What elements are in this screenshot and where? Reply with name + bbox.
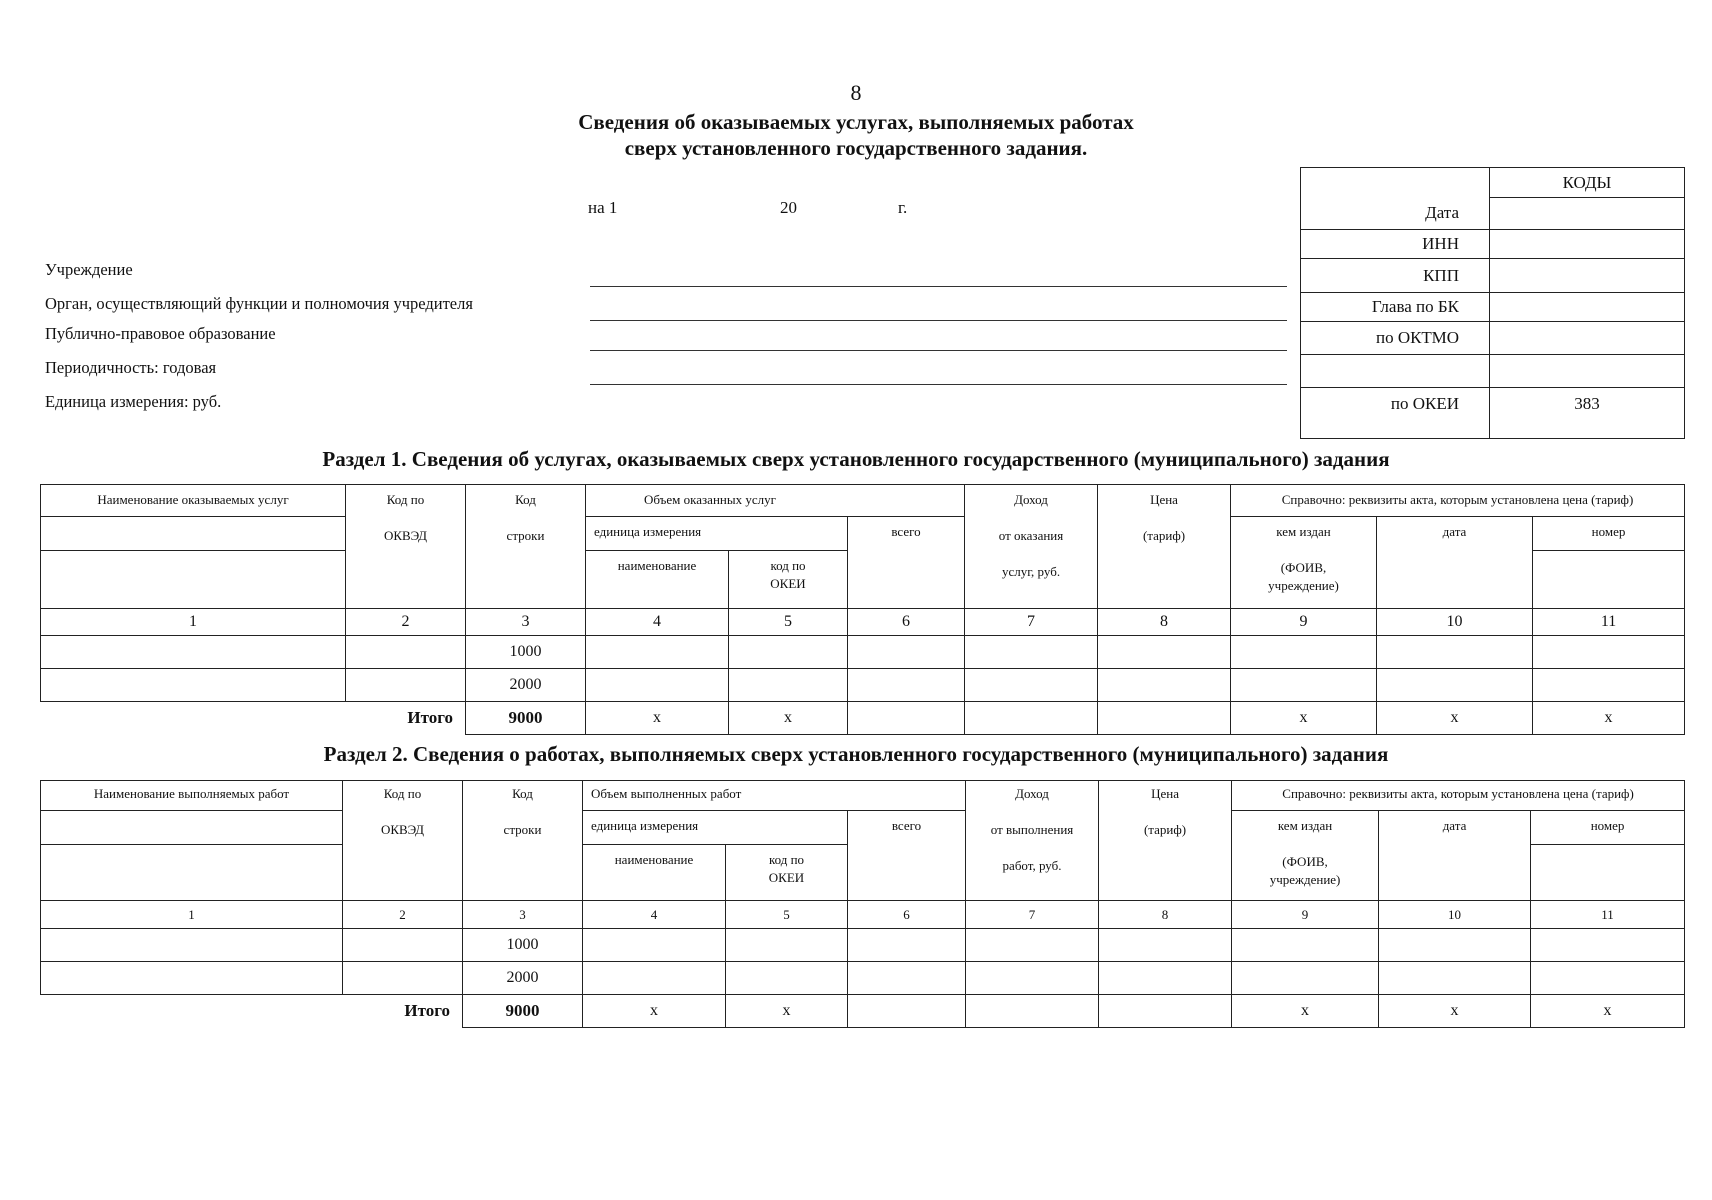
s1-row2-total[interactable] xyxy=(848,669,965,702)
s1-total-x-11: x xyxy=(1533,702,1685,735)
s1-header-okved-a: Код по xyxy=(386,492,425,507)
s2-total-x-5: x xyxy=(726,995,848,1028)
form-title-line1: Сведения об оказываемых услугах, выполняемых работах xyxy=(578,110,1134,134)
s2-colnum-10: 10 xyxy=(1379,901,1531,929)
s2-colnum-11: 11 xyxy=(1531,901,1685,929)
s1-header-price xyxy=(1098,485,1231,609)
s1-colnum-7: 7 xyxy=(965,609,1098,636)
s2-header-date: дата xyxy=(1379,811,1531,901)
s2-colnum-9: 9 xyxy=(1232,901,1379,929)
s1-row2-date[interactable] xyxy=(1377,669,1533,702)
s2-header-number: номер xyxy=(1531,811,1685,845)
s2-row2-issuer[interactable] xyxy=(1232,962,1379,995)
table-row-total xyxy=(41,995,1685,1028)
codes-value-inn[interactable] xyxy=(1490,230,1685,259)
s1-colnum-1: 1 xyxy=(41,609,346,636)
s2-header-okved-b: ОКВЭД xyxy=(380,822,425,837)
s1-row1-number[interactable] xyxy=(1533,636,1685,669)
s1-header-issuer xyxy=(1231,517,1377,609)
s2-row1-price[interactable] xyxy=(1099,929,1232,962)
s2-header-number-blank xyxy=(1531,845,1685,901)
s2-header-okei xyxy=(726,845,848,901)
s2-colnum-4: 4 xyxy=(583,901,726,929)
s1-row1-name[interactable] xyxy=(41,636,346,669)
table-row xyxy=(41,636,1685,669)
s2-row1-total[interactable] xyxy=(848,929,966,962)
s2-header-okei-a: код по xyxy=(768,852,805,867)
s1-row1-code: 1000 xyxy=(466,636,586,669)
s1-header-unit: единица измерения xyxy=(586,517,848,551)
s2-header-issuer-b: (ФОИВ, xyxy=(1282,854,1328,869)
s1-header-code-a: Код xyxy=(515,492,536,507)
s2-header-income-b: от выполнения xyxy=(990,822,1074,837)
s1-row1-okved[interactable] xyxy=(346,636,466,669)
s1-total-x-4: x xyxy=(586,702,729,735)
section2-title: Раздел 2. Сведения о работах, выполняемых сверх установленного государственного (муниципального) задания xyxy=(323,742,1389,766)
codes-label-inn: ИНН xyxy=(1301,230,1490,259)
s1-header-income-a: Доход xyxy=(1014,492,1048,507)
s2-row1-name[interactable] xyxy=(41,929,343,962)
table-row xyxy=(41,669,1685,702)
codes-value-bk[interactable] xyxy=(1490,293,1685,322)
s2-row1-income[interactable] xyxy=(966,929,1099,962)
table-row-total xyxy=(41,702,1685,735)
label-periodicity: Периодичность: годовая xyxy=(45,358,217,377)
s1-header-code-b: строки xyxy=(506,528,545,543)
s1-row1-income[interactable] xyxy=(965,636,1098,669)
s1-row2-number[interactable] xyxy=(1533,669,1685,702)
s2-colnum-5: 5 xyxy=(726,901,848,929)
s2-row2-price[interactable] xyxy=(1099,962,1232,995)
s2-colnum-2: 2 xyxy=(343,901,463,929)
s2-total-label: Итого xyxy=(404,1001,450,1021)
s2-total-code: 9000 xyxy=(463,995,583,1028)
s2-header-name: Наименование выполняемых работ xyxy=(41,781,343,811)
s2-row2-code: 2000 xyxy=(463,962,583,995)
section1-table xyxy=(40,484,1685,735)
s2-row2-number[interactable] xyxy=(1531,962,1685,995)
s2-header-okved-a: Код по xyxy=(383,786,422,801)
s1-row2-name[interactable] xyxy=(41,669,346,702)
label-founder-body: Орган, осуществляющий функции и полномочия учредителя xyxy=(45,294,473,313)
s1-total-code: 9000 xyxy=(466,702,586,735)
s1-colnum-11: 11 xyxy=(1533,609,1685,636)
date-year: 20 xyxy=(780,198,797,217)
s1-header-name-blank1 xyxy=(41,517,346,551)
s2-row1-number[interactable] xyxy=(1531,929,1685,962)
s1-colnum-8: 8 xyxy=(1098,609,1231,636)
codes-label-oktmo: по ОКТМО xyxy=(1301,322,1490,355)
table-row xyxy=(41,962,1685,995)
s2-row1-okved[interactable] xyxy=(343,929,463,962)
section2-table xyxy=(40,780,1685,1028)
s1-header-ref: Справочно: реквизиты акта, которым установлена цена (тариф) xyxy=(1231,485,1685,517)
codes-corner xyxy=(1301,168,1490,198)
s2-header-name-blank2 xyxy=(41,845,343,901)
codes-label-okei: по ОКЕИ xyxy=(1301,388,1490,439)
s2-header-volume: Объем выполненных работ xyxy=(583,781,966,811)
s1-row2-code: 2000 xyxy=(466,669,586,702)
s1-header-income-b: от оказания xyxy=(998,528,1064,543)
s1-header-okved xyxy=(346,485,466,609)
s1-header-volume: Объем оказанных услуг xyxy=(586,485,965,517)
s1-colnum-6: 6 xyxy=(848,609,965,636)
label-institution: Учреждение xyxy=(45,260,133,279)
form-title-line2: сверх установленного государственного задания. xyxy=(624,136,1088,160)
date-suffix: г. xyxy=(898,198,908,217)
section1-title: Раздел 1. Сведения об услугах, оказываемых сверх установленного государственного (муниципального) задания xyxy=(322,447,1390,471)
s1-total-x-9: x xyxy=(1231,702,1377,735)
s2-colnum-6: 6 xyxy=(848,901,966,929)
s1-colnum-4: 4 xyxy=(586,609,729,636)
codes-label-bk: Глава по БК xyxy=(1301,293,1490,322)
s2-header-issuer xyxy=(1232,811,1379,901)
s1-colnum-2: 2 xyxy=(346,609,466,636)
s2-header-total: всего xyxy=(848,811,966,901)
s2-colnum-3: 3 xyxy=(463,901,583,929)
s2-header-income xyxy=(966,781,1099,901)
s2-total-x-11: x xyxy=(1531,995,1685,1028)
s1-header-income xyxy=(965,485,1098,609)
s1-colnum-9: 9 xyxy=(1231,609,1377,636)
s2-colnum-7: 7 xyxy=(966,901,1099,929)
s1-header-issuer-a: кем издан xyxy=(1276,524,1331,539)
codes-value-blank[interactable] xyxy=(1490,355,1685,388)
s2-row1-date[interactable] xyxy=(1379,929,1531,962)
s2-row1-code: 1000 xyxy=(463,929,583,962)
codes-header: КОДЫ xyxy=(1490,168,1685,198)
table-row xyxy=(41,929,1685,962)
s2-colnum-8: 8 xyxy=(1099,901,1232,929)
date-prefix: на 1 xyxy=(588,198,618,217)
s1-total-volume[interactable] xyxy=(848,702,965,735)
s2-row1-okei[interactable] xyxy=(726,929,848,962)
s2-row2-total[interactable] xyxy=(848,962,966,995)
s1-total-label: Итого xyxy=(407,708,453,728)
s1-header-name-blank2 xyxy=(41,551,346,609)
codes-value-okei[interactable]: 383 xyxy=(1490,388,1685,439)
s2-header-issuer-c: учреждение) xyxy=(1269,872,1341,887)
s2-header-issuer-a: кем издан xyxy=(1277,818,1333,833)
s2-total-x-4: x xyxy=(583,995,726,1028)
s1-colnum-3: 3 xyxy=(466,609,586,636)
s2-row1-unit-name[interactable] xyxy=(583,929,726,962)
s1-row2-unit-name[interactable] xyxy=(586,669,729,702)
s2-header-price-a: Цена xyxy=(1151,786,1179,801)
s1-total-x-10: x xyxy=(1377,702,1533,735)
s1-row2-issuer[interactable] xyxy=(1231,669,1377,702)
s2-header-ref: Справочно: реквизиты акта, которым установлена цена (тариф) xyxy=(1232,781,1685,811)
codes-table xyxy=(1300,167,1685,439)
s2-row2-unit-name[interactable] xyxy=(583,962,726,995)
s2-header-code-a: Код xyxy=(512,786,533,801)
periodicity-field[interactable] xyxy=(590,384,1287,385)
s2-header-income-c: работ, руб. xyxy=(1002,858,1062,873)
s2-header-price-b: (тариф) xyxy=(1143,822,1187,837)
codes-label-blank xyxy=(1301,355,1490,388)
s2-header-unit-name: наименование xyxy=(583,845,726,901)
public-entity-field[interactable] xyxy=(590,350,1287,351)
s1-header-okei-b: ОКЕИ xyxy=(770,576,806,591)
s1-total-price[interactable] xyxy=(1098,702,1231,735)
codes-value-date[interactable] xyxy=(1490,198,1685,230)
founder-body-field[interactable] xyxy=(590,320,1287,321)
s1-colnum-5: 5 xyxy=(729,609,848,636)
s1-colnum-10: 10 xyxy=(1377,609,1533,636)
codes-value-oktmo[interactable] xyxy=(1490,322,1685,355)
s1-header-unit-name: наименование xyxy=(586,551,729,609)
s1-header-code xyxy=(466,485,586,609)
s1-row1-date[interactable] xyxy=(1377,636,1533,669)
s1-row2-okei[interactable] xyxy=(729,669,848,702)
s1-header-issuer-c: учреждение) xyxy=(1268,578,1339,593)
page-number: 8 xyxy=(850,80,862,105)
s2-header-unit: единица измерения xyxy=(583,811,848,845)
s2-row2-income[interactable] xyxy=(966,962,1099,995)
s2-row2-okved[interactable] xyxy=(343,962,463,995)
s1-total-x-5: x xyxy=(729,702,848,735)
s1-header-okved-b: ОКВЭД xyxy=(383,528,428,543)
s1-row2-price[interactable] xyxy=(1098,669,1231,702)
s1-row1-price[interactable] xyxy=(1098,636,1231,669)
s2-header-price xyxy=(1099,781,1232,901)
s2-header-income-a: Доход xyxy=(1015,786,1049,801)
s2-header-okved xyxy=(343,781,463,901)
s1-header-okei-a: код по xyxy=(770,558,806,573)
s1-total-income[interactable] xyxy=(965,702,1098,735)
label-public-entity: Публично-правовое образование xyxy=(45,324,276,343)
s1-row1-total[interactable] xyxy=(848,636,965,669)
s1-header-income-c: услуг, руб. xyxy=(1001,564,1061,579)
codes-value-kpp[interactable] xyxy=(1490,259,1685,293)
s2-header-name-blank1 xyxy=(41,811,343,845)
s1-row2-income[interactable] xyxy=(965,669,1098,702)
s1-header-total: всего xyxy=(848,517,965,609)
s2-total-income[interactable] xyxy=(966,995,1099,1028)
s1-row2-okved[interactable] xyxy=(346,669,466,702)
s2-total-volume[interactable] xyxy=(848,995,966,1028)
s1-header-price-a: Цена xyxy=(1150,492,1178,507)
label-unit: Единица измерения: руб. xyxy=(45,392,222,411)
s2-header-okei-b: ОКЕИ xyxy=(768,870,805,885)
s2-row2-okei[interactable] xyxy=(726,962,848,995)
s1-header-date: дата xyxy=(1377,517,1533,609)
s2-header-code xyxy=(463,781,583,901)
codes-label-kpp: КПП xyxy=(1301,259,1490,293)
s2-total-x-10: x xyxy=(1379,995,1531,1028)
s2-colnum-1: 1 xyxy=(41,901,343,929)
s2-row2-date[interactable] xyxy=(1379,962,1531,995)
codes-label-date: Дата xyxy=(1301,198,1490,230)
s1-row1-issuer[interactable] xyxy=(1231,636,1377,669)
s2-total-x-9: x xyxy=(1232,995,1379,1028)
s2-total-price[interactable] xyxy=(1099,995,1232,1028)
s2-row1-issuer[interactable] xyxy=(1232,929,1379,962)
s1-header-issuer-b: (ФОИВ, xyxy=(1280,560,1327,575)
s1-row1-okei[interactable] xyxy=(729,636,848,669)
s1-row1-unit-name[interactable] xyxy=(586,636,729,669)
s2-header-code-b: строки xyxy=(503,822,542,837)
s2-row2-name[interactable] xyxy=(41,962,343,995)
s1-header-number-blank xyxy=(1533,551,1685,609)
s1-header-price-b: (тариф) xyxy=(1142,528,1186,543)
s1-header-name: Наименование оказываемых услуг xyxy=(41,485,346,517)
s1-header-number: номер xyxy=(1533,517,1685,551)
institution-field[interactable] xyxy=(590,286,1287,287)
s1-header-okei xyxy=(729,551,848,609)
